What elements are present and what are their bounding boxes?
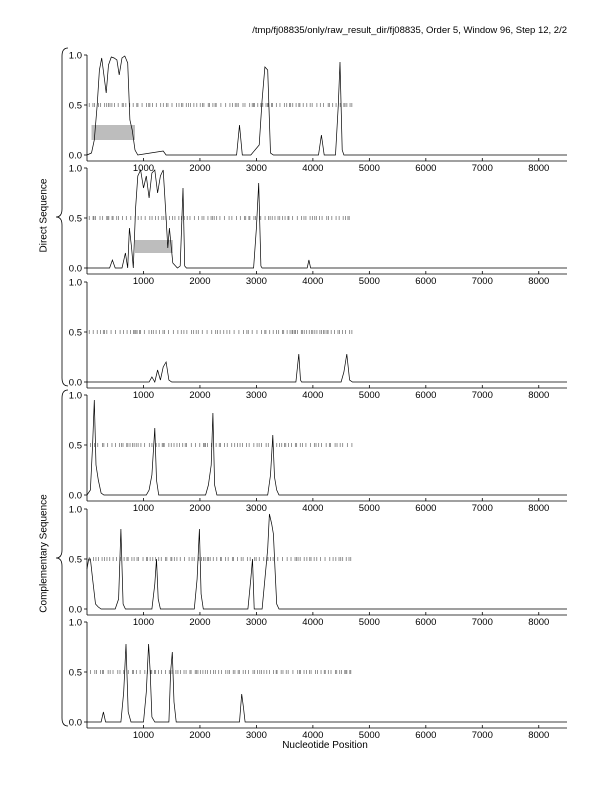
x-tick-label: 2000 xyxy=(189,617,211,628)
series-line xyxy=(87,644,567,722)
direct-sequence-brace xyxy=(56,48,68,386)
x-tick-label: 4000 xyxy=(302,276,324,287)
x-tick-label: 2000 xyxy=(189,503,211,514)
y-tick-label: 0.5 xyxy=(68,213,82,225)
y-tick-label: 1.0 xyxy=(68,390,82,402)
y-tick-label: 1.0 xyxy=(68,617,82,629)
y-tick-label: 0.5 xyxy=(68,667,82,679)
x-tick-label: 2000 xyxy=(189,390,211,401)
series-line xyxy=(87,354,567,382)
y-tick-label: 0.5 xyxy=(68,327,82,339)
x-tick-label: 2000 xyxy=(189,730,211,741)
x-tick-label: 7000 xyxy=(471,617,493,628)
y-tick-label: 0.0 xyxy=(68,150,82,162)
series-line xyxy=(87,514,567,609)
plot-panel-5 xyxy=(69,505,567,629)
x-tick-label: 6000 xyxy=(415,276,437,287)
plot-panel-3 xyxy=(69,278,567,402)
x-tick-label: 8000 xyxy=(528,730,550,741)
y-tick-label: 0.0 xyxy=(68,377,82,389)
x-tick-label: 5000 xyxy=(358,163,380,174)
y-tick-label: 0.5 xyxy=(68,554,82,566)
x-tick-label: 6000 xyxy=(415,503,437,514)
x-tick-label: 8000 xyxy=(528,163,550,174)
series-line xyxy=(87,56,567,155)
y-tick-label: 1.0 xyxy=(68,50,82,62)
x-tick-label: 7000 xyxy=(471,730,493,741)
x-tick-label: 7000 xyxy=(471,276,493,287)
y-tick-label: 1.0 xyxy=(68,163,82,175)
x-axis-label: Nucleotide Position xyxy=(282,740,368,751)
x-tick-label: 1000 xyxy=(132,390,155,401)
x-tick-label: 2000 xyxy=(189,163,211,174)
x-tick-label: 6000 xyxy=(415,730,437,741)
x-tick-label: 6000 xyxy=(415,390,437,401)
y-tick-label: 1.0 xyxy=(68,277,82,289)
x-tick-label: 3000 xyxy=(245,503,267,514)
x-tick-label: 3000 xyxy=(245,730,267,741)
plot-panel-1 xyxy=(69,51,567,175)
x-tick-label: 1000 xyxy=(132,503,155,514)
x-tick-label: 5000 xyxy=(358,730,380,741)
x-tick-label: 7000 xyxy=(471,503,493,514)
x-tick-label: 2000 xyxy=(189,276,211,287)
x-tick-label: 3000 xyxy=(245,617,267,628)
x-tick-label: 6000 xyxy=(415,617,437,628)
x-tick-label: 1000 xyxy=(132,276,155,287)
x-tick-label: 4000 xyxy=(302,390,324,401)
x-tick-label: 8000 xyxy=(528,503,550,514)
y-tick-label: 0.0 xyxy=(68,717,82,729)
x-tick-label: 5000 xyxy=(358,617,380,628)
x-tick-label: 8000 xyxy=(528,276,550,287)
x-tick-label: 7000 xyxy=(471,390,493,401)
x-tick-label: 4000 xyxy=(302,730,324,741)
plot-panel-6 xyxy=(69,618,567,742)
x-tick-label: 4000 xyxy=(302,617,324,628)
x-tick-label: 1000 xyxy=(132,163,155,174)
x-tick-label: 3000 xyxy=(245,163,267,174)
y-tick-label: 0.5 xyxy=(68,440,82,452)
x-tick-label: 3000 xyxy=(245,390,267,401)
x-tick-label: 8000 xyxy=(528,617,550,628)
y-tick-label: 0.0 xyxy=(68,490,82,502)
y-tick-label: 0.0 xyxy=(68,604,82,616)
x-tick-label: 6000 xyxy=(415,163,437,174)
complementary-sequence-label: Complementary Sequence xyxy=(38,494,50,613)
x-tick-label: 5000 xyxy=(358,390,380,401)
x-tick-label: 1000 xyxy=(132,730,155,741)
plot-panel-2 xyxy=(69,164,567,288)
plot-panel-4 xyxy=(69,391,567,515)
complementary-sequence-brace xyxy=(56,390,68,726)
y-tick-label: 0.0 xyxy=(68,263,82,275)
x-tick-label: 8000 xyxy=(528,390,550,401)
x-tick-label: 5000 xyxy=(358,276,380,287)
x-tick-label: 4000 xyxy=(302,163,324,174)
series-line xyxy=(87,400,567,495)
y-tick-label: 0.5 xyxy=(68,100,82,112)
direct-sequence-label: Direct Sequence xyxy=(38,178,50,253)
y-tick-label: 1.0 xyxy=(68,504,82,516)
x-tick-label: 1000 xyxy=(132,617,155,628)
x-tick-label: 3000 xyxy=(245,276,267,287)
page-title: /tmp/fj08835/only/raw_result_dir/fj08835, Order 5, Window 96, Step 12, 2/2 xyxy=(252,25,567,36)
x-tick-label: 4000 xyxy=(302,503,324,514)
highlight-box xyxy=(92,125,135,140)
x-tick-label: 5000 xyxy=(358,503,380,514)
x-tick-label: 7000 xyxy=(471,163,493,174)
